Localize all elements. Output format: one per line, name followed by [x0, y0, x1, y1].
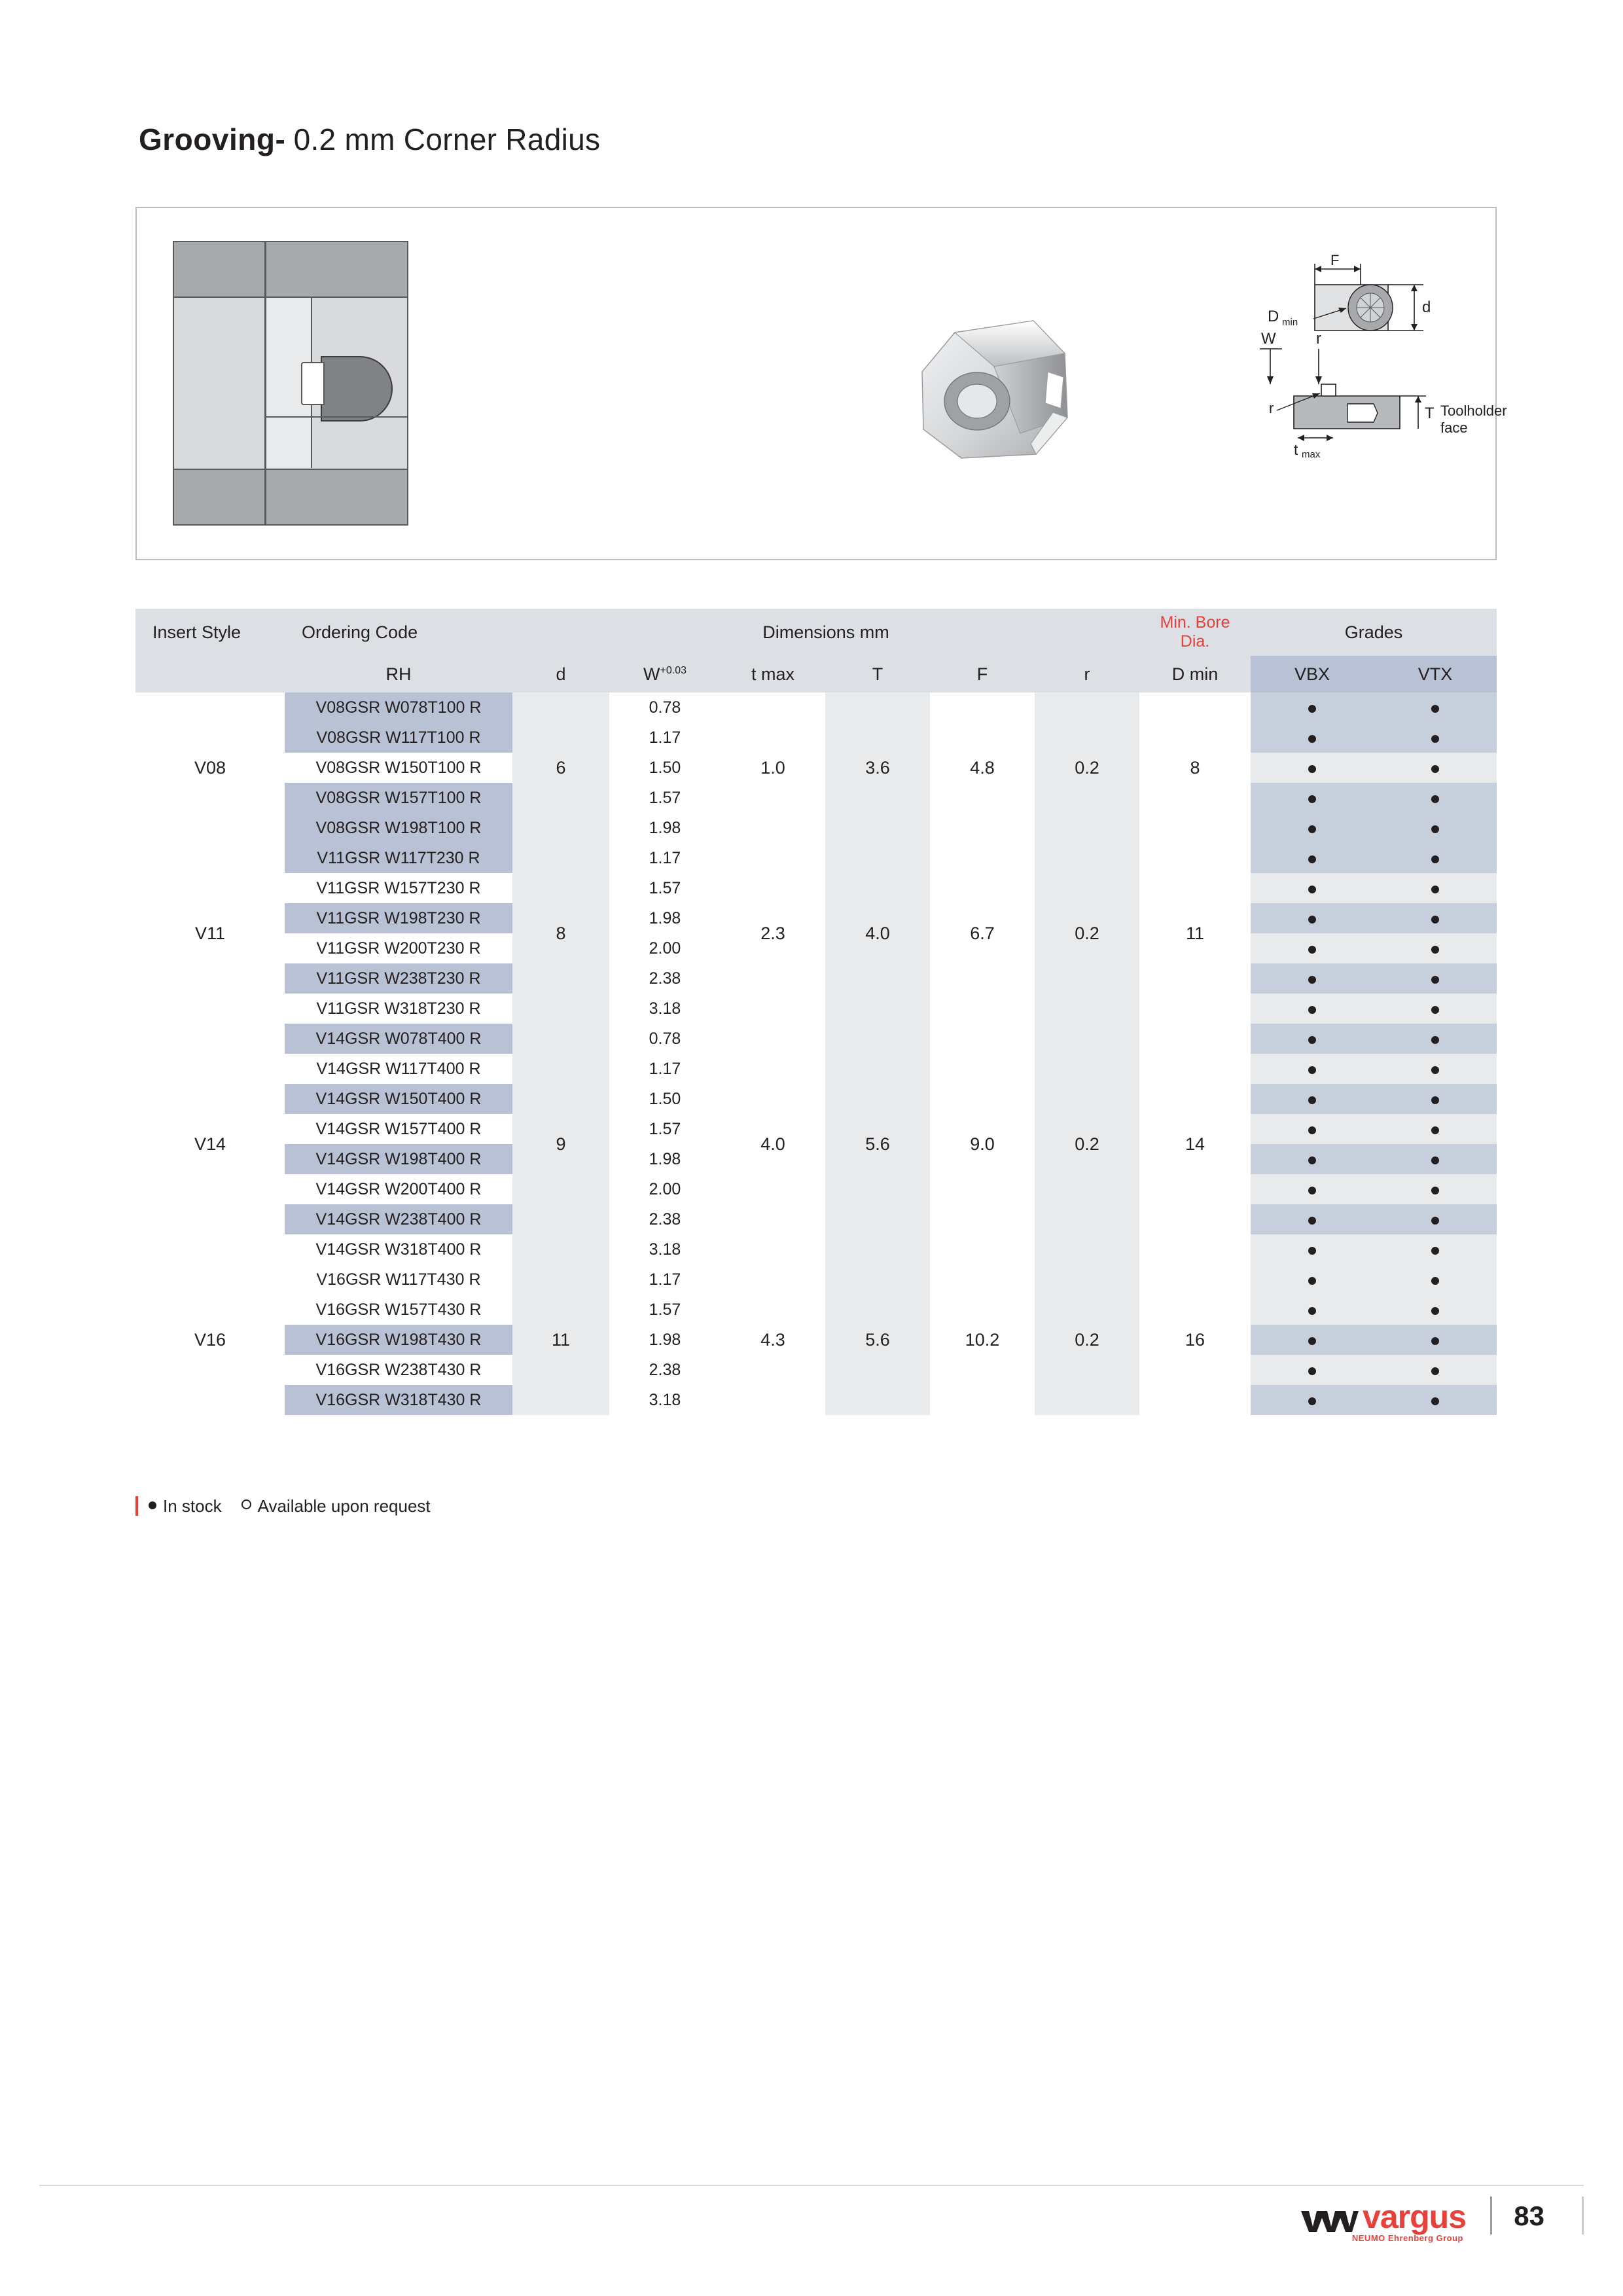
label-tmax: t [1294, 441, 1298, 458]
cell-grade-vbx [1251, 1174, 1374, 1204]
label-W: W [1261, 330, 1276, 348]
in-stock-dot-icon [1308, 1006, 1316, 1014]
cell-grade-vtx [1374, 1174, 1497, 1204]
in-stock-dot-icon [1431, 1157, 1439, 1164]
header-F: F [930, 656, 1035, 692]
cell-w: 0.78 [609, 1024, 721, 1054]
header-vtx: VTX [1374, 656, 1497, 692]
footer-divider [39, 2185, 1584, 2186]
cell-w: 1.57 [609, 783, 721, 813]
cell-ordering-code: V11GSR W198T230 R [285, 903, 512, 933]
cell-t-max: 4.3 [721, 1265, 825, 1415]
cell-ordering-code: V16GSR W198T430 R [285, 1325, 512, 1355]
in-stock-dot-icon [1431, 916, 1439, 924]
cell-T: 5.6 [825, 1265, 930, 1415]
header-vbx: VBX [1251, 656, 1374, 692]
cell-grade-vtx [1374, 994, 1497, 1024]
cell-ordering-code: V14GSR W200T400 R [285, 1174, 512, 1204]
cell-w: 1.57 [609, 873, 721, 903]
cell-ordering-code: V16GSR W157T430 R [285, 1295, 512, 1325]
cross-section-centerline [266, 416, 407, 418]
cell-ordering-code: V14GSR W078T400 R [285, 1024, 512, 1054]
cell-grade-vbx [1251, 1084, 1374, 1114]
cell-d: 8 [512, 843, 609, 1024]
label-r-top: r [1316, 330, 1321, 348]
in-stock-dot-icon [1431, 1367, 1439, 1375]
in-stock-dot-icon [1308, 1187, 1316, 1194]
cell-w: 1.50 [609, 1084, 721, 1114]
in-stock-dot-icon [1431, 855, 1439, 863]
cell-t-max: 2.3 [721, 843, 825, 1024]
legend-accent-bar [135, 1496, 138, 1516]
brand-subtitle: NEUMO Ehrenberg Group [1351, 2233, 1463, 2243]
cell-w: 1.98 [609, 1144, 721, 1174]
page-title-sub: 0.2 mm Corner Radius [293, 122, 601, 156]
in-stock-dot-icon [1308, 1247, 1316, 1255]
dimension-diagram [1236, 244, 1590, 519]
header-min-bore [1139, 609, 1251, 656]
cell-ordering-code: V16GSR W117T430 R [285, 1265, 512, 1295]
in-stock-dot-icon [1431, 825, 1439, 833]
in-stock-dot-icon [1431, 976, 1439, 984]
cell-grade-vbx [1251, 723, 1374, 753]
cell-grade-vbx [1251, 843, 1374, 873]
in-stock-dot-icon [1431, 735, 1439, 743]
cell-w: 2.00 [609, 933, 721, 963]
in-stock-dot-icon [1308, 1277, 1316, 1285]
cell-grade-vbx [1251, 1295, 1374, 1325]
cell-grade-vtx [1374, 1204, 1497, 1234]
in-stock-dot-icon [1308, 886, 1316, 893]
cell-grade-vtx [1374, 1385, 1497, 1415]
cell-grade-vbx [1251, 933, 1374, 963]
cell-ordering-code: V08GSR W150T100 R [285, 753, 512, 783]
cell-w: 1.98 [609, 903, 721, 933]
label-tmax-sub: max [1302, 449, 1321, 460]
cell-F: 4.8 [930, 692, 1035, 843]
in-stock-dot-icon [1308, 916, 1316, 924]
header-min-bore-line1: Min. Bore [1160, 613, 1230, 632]
in-stock-dot-icon [1308, 1066, 1316, 1074]
in-stock-dot-icon [1308, 1337, 1316, 1345]
cell-grade-vtx [1374, 873, 1497, 903]
in-stock-dot-icon [1308, 765, 1316, 773]
cell-grade-vtx [1374, 1144, 1497, 1174]
label-Dmin-sub: min [1282, 317, 1298, 328]
cell-w: 0.78 [609, 692, 721, 723]
header-w [609, 656, 721, 692]
in-stock-dot-icon [1308, 1036, 1316, 1044]
in-stock-dot-icon [1431, 946, 1439, 954]
cell-ordering-code: V14GSR W198T400 R [285, 1144, 512, 1174]
cell-ordering-code: V11GSR W157T230 R [285, 873, 512, 903]
in-stock-dot-icon [1431, 1126, 1439, 1134]
header-w-text: W [643, 664, 660, 684]
cell-ordering-code: V11GSR W238T230 R [285, 963, 512, 994]
table-header-row-1 [135, 609, 1497, 656]
legend-in-stock-label: In stock [163, 1496, 222, 1516]
cell-T: 5.6 [825, 1024, 930, 1265]
cell-w: 3.18 [609, 994, 721, 1024]
cell-w: 2.38 [609, 1355, 721, 1385]
cell-grade-vtx [1374, 753, 1497, 783]
in-stock-dot-icon [1308, 1096, 1316, 1104]
cell-grade-vbx [1251, 1265, 1374, 1295]
header-D-min: D min [1139, 656, 1251, 692]
cell-grade-vtx [1374, 1084, 1497, 1114]
cell-grade-vbx [1251, 1144, 1374, 1174]
label-r-side: r [1269, 400, 1274, 416]
in-stock-dot-icon [1308, 705, 1316, 713]
cell-ordering-code: V14GSR W318T400 R [285, 1234, 512, 1265]
cell-w: 1.17 [609, 1054, 721, 1084]
table-row [135, 843, 1497, 873]
cell-w: 1.17 [609, 843, 721, 873]
cell-grade-vbx [1251, 1054, 1374, 1084]
cell-w: 3.18 [609, 1234, 721, 1265]
cell-d: 11 [512, 1265, 609, 1415]
header-d: d [512, 656, 609, 692]
cell-d: 6 [512, 692, 609, 843]
cell-grade-vtx [1374, 963, 1497, 994]
cell-grade-vtx [1374, 1325, 1497, 1355]
cell-grade-vtx [1374, 723, 1497, 753]
cell-w: 2.00 [609, 1174, 721, 1204]
header-rh: RH [285, 656, 512, 692]
cell-t-max: 1.0 [721, 692, 825, 843]
vargus-mark-icon [1300, 2207, 1359, 2236]
in-stock-dot-icon [1308, 976, 1316, 984]
cell-ordering-code: V11GSR W117T230 R [285, 843, 512, 873]
header-spacer [135, 656, 285, 692]
in-stock-dot-icon [1431, 1036, 1439, 1044]
in-stock-dot-icon [1431, 1096, 1439, 1104]
cell-ordering-code: V11GSR W200T230 R [285, 933, 512, 963]
cross-section-hatch-bottom [174, 469, 407, 524]
label-d: d [1422, 298, 1431, 316]
cell-grade-vbx [1251, 1385, 1374, 1415]
cell-grade-vbx [1251, 1325, 1374, 1355]
cell-grade-vtx [1374, 1234, 1497, 1265]
cell-ordering-code: V14GSR W117T400 R [285, 1054, 512, 1084]
insert-3d-illustration [896, 293, 1105, 490]
footer-separator [1490, 2197, 1492, 2234]
header-min-bore-line2: Dia. [1180, 632, 1210, 651]
cell-grade-vtx [1374, 692, 1497, 723]
label-Dmin: D [1268, 308, 1279, 325]
cell-w: 1.17 [609, 1265, 721, 1295]
in-stock-dot-icon [1308, 855, 1316, 863]
in-stock-dot-icon [1431, 1187, 1439, 1194]
in-stock-dot-icon [1308, 1367, 1316, 1375]
cell-ordering-code: V14GSR W238T400 R [285, 1204, 512, 1234]
in-stock-dot-icon [1431, 1006, 1439, 1014]
in-stock-dot-icon [1308, 795, 1316, 803]
cell-grade-vtx [1374, 933, 1497, 963]
in-stock-dot-icon [1308, 946, 1316, 954]
in-stock-dot-icon [1431, 1337, 1439, 1345]
cell-ordering-code: V14GSR W157T400 R [285, 1114, 512, 1144]
brand-name: vargus [1363, 2198, 1466, 2235]
cell-T: 3.6 [825, 692, 930, 843]
legend-available-label: Available upon request [257, 1496, 431, 1516]
cell-grade-vbx [1251, 783, 1374, 813]
cell-grade-vbx [1251, 1024, 1374, 1054]
in-stock-dot-icon [1308, 1307, 1316, 1315]
legend-hollow-dot-icon [241, 1499, 251, 1509]
cell-w: 2.38 [609, 1204, 721, 1234]
cell-D-min: 14 [1139, 1024, 1251, 1265]
cell-w: 1.17 [609, 723, 721, 753]
in-stock-dot-icon [1308, 1397, 1316, 1405]
cell-ordering-code: V16GSR W318T430 R [285, 1385, 512, 1415]
cell-insert-style: V16 [135, 1265, 285, 1415]
cell-grade-vbx [1251, 1234, 1374, 1265]
in-stock-dot-icon [1308, 825, 1316, 833]
in-stock-dot-icon [1431, 765, 1439, 773]
in-stock-dot-icon [1431, 1307, 1439, 1315]
cell-grade-vbx [1251, 994, 1374, 1024]
cell-F: 9.0 [930, 1024, 1035, 1265]
cell-grade-vbx [1251, 753, 1374, 783]
table-body [135, 692, 1497, 1415]
in-stock-dot-icon [1431, 886, 1439, 893]
cell-ordering-code: V11GSR W318T230 R [285, 994, 512, 1024]
cell-grade-vtx [1374, 1114, 1497, 1144]
cell-grade-vbx [1251, 813, 1374, 843]
cross-section-hatch-top [174, 242, 407, 298]
label-F: F [1330, 252, 1340, 268]
cross-section-workpiece [321, 356, 393, 422]
in-stock-dot-icon [1431, 795, 1439, 803]
specification-table [135, 609, 1497, 1415]
cell-t-max: 4.0 [721, 1024, 825, 1265]
cell-D-min: 11 [1139, 843, 1251, 1024]
cell-D-min: 16 [1139, 1265, 1251, 1415]
in-stock-dot-icon [1308, 735, 1316, 743]
header-w-tolerance: +0.03 [660, 664, 687, 676]
in-stock-dot-icon [1431, 1277, 1439, 1285]
header-t-max: t max [721, 656, 825, 692]
cell-ordering-code: V08GSR W117T100 R [285, 723, 512, 753]
cross-section-drawing [173, 241, 408, 526]
cell-w: 1.50 [609, 753, 721, 783]
cell-w: 1.57 [609, 1295, 721, 1325]
in-stock-dot-icon [1431, 1247, 1439, 1255]
cell-w: 1.98 [609, 813, 721, 843]
cell-ordering-code: V16GSR W238T430 R [285, 1355, 512, 1385]
cell-grade-vtx [1374, 813, 1497, 843]
cell-grade-vbx [1251, 963, 1374, 994]
page-number: 83 [1514, 2200, 1544, 2231]
cell-grade-vtx [1374, 783, 1497, 813]
table-row [135, 1265, 1497, 1295]
label-toolholder-line1: Toolholder [1440, 403, 1507, 419]
table-row [135, 1024, 1497, 1054]
cell-T: 4.0 [825, 843, 930, 1024]
in-stock-dot-icon [1431, 1066, 1439, 1074]
footer-edge-tick [1582, 2197, 1584, 2234]
cell-grade-vtx [1374, 1054, 1497, 1084]
cell-grade-vtx [1374, 1024, 1497, 1054]
brand-logo [1300, 2198, 1466, 2236]
cell-D-min: 8 [1139, 692, 1251, 843]
header-r: r [1035, 656, 1139, 692]
cell-ordering-code: V08GSR W078T100 R [285, 692, 512, 723]
cell-r: 0.2 [1035, 843, 1139, 1024]
cell-grade-vtx [1374, 843, 1497, 873]
cell-grade-vbx [1251, 903, 1374, 933]
cell-insert-style: V14 [135, 1024, 285, 1265]
cross-section-insert [301, 362, 325, 405]
label-toolholder-line2: face [1440, 420, 1468, 436]
cell-ordering-code: V14GSR W150T400 R [285, 1084, 512, 1114]
cell-F: 6.7 [930, 843, 1035, 1024]
page-title-main: Grooving [139, 122, 276, 156]
cell-grade-vtx [1374, 903, 1497, 933]
header-ordering-code: Ordering Code [285, 609, 512, 656]
header-T: T [825, 656, 930, 692]
cell-r: 0.2 [1035, 1265, 1139, 1415]
cell-ordering-code: V08GSR W198T100 R [285, 813, 512, 843]
in-stock-dot-icon [1431, 705, 1439, 713]
label-T: T [1425, 404, 1435, 422]
cell-grade-vtx [1374, 1265, 1497, 1295]
in-stock-dot-icon [1308, 1217, 1316, 1225]
figure-panel [135, 207, 1507, 560]
cell-w: 2.38 [609, 963, 721, 994]
table-header-row-2 [135, 656, 1497, 692]
cell-grade-vbx [1251, 692, 1374, 723]
cell-d: 9 [512, 1024, 609, 1265]
cell-w: 1.98 [609, 1325, 721, 1355]
header-dimensions: Dimensions mm [512, 609, 1139, 656]
legend [135, 1496, 431, 1516]
in-stock-dot-icon [1308, 1157, 1316, 1164]
cell-grade-vbx [1251, 1355, 1374, 1385]
cell-insert-style: V11 [135, 843, 285, 1024]
cell-w: 3.18 [609, 1385, 721, 1415]
header-insert-style: Insert Style [135, 609, 285, 656]
cell-grade-vbx [1251, 873, 1374, 903]
page-title-dash: - [275, 122, 285, 156]
cell-r: 0.2 [1035, 692, 1139, 843]
cell-w: 1.57 [609, 1114, 721, 1144]
cell-grade-vbx [1251, 1114, 1374, 1144]
cell-ordering-code: V08GSR W157T100 R [285, 783, 512, 813]
cell-F: 10.2 [930, 1265, 1035, 1415]
header-grades: Grades [1251, 609, 1497, 656]
in-stock-dot-icon [1308, 1126, 1316, 1134]
legend-filled-dot-icon [149, 1501, 156, 1509]
in-stock-dot-icon [1431, 1397, 1439, 1405]
table-row [135, 692, 1497, 723]
cell-grade-vbx [1251, 1204, 1374, 1234]
specification-table-wrapper [135, 609, 1497, 1415]
page-title [139, 124, 600, 154]
cell-r: 0.2 [1035, 1024, 1139, 1265]
cell-grade-vtx [1374, 1295, 1497, 1325]
in-stock-dot-icon [1431, 1217, 1439, 1225]
cell-grade-vtx [1374, 1355, 1497, 1385]
cell-insert-style: V08 [135, 692, 285, 843]
